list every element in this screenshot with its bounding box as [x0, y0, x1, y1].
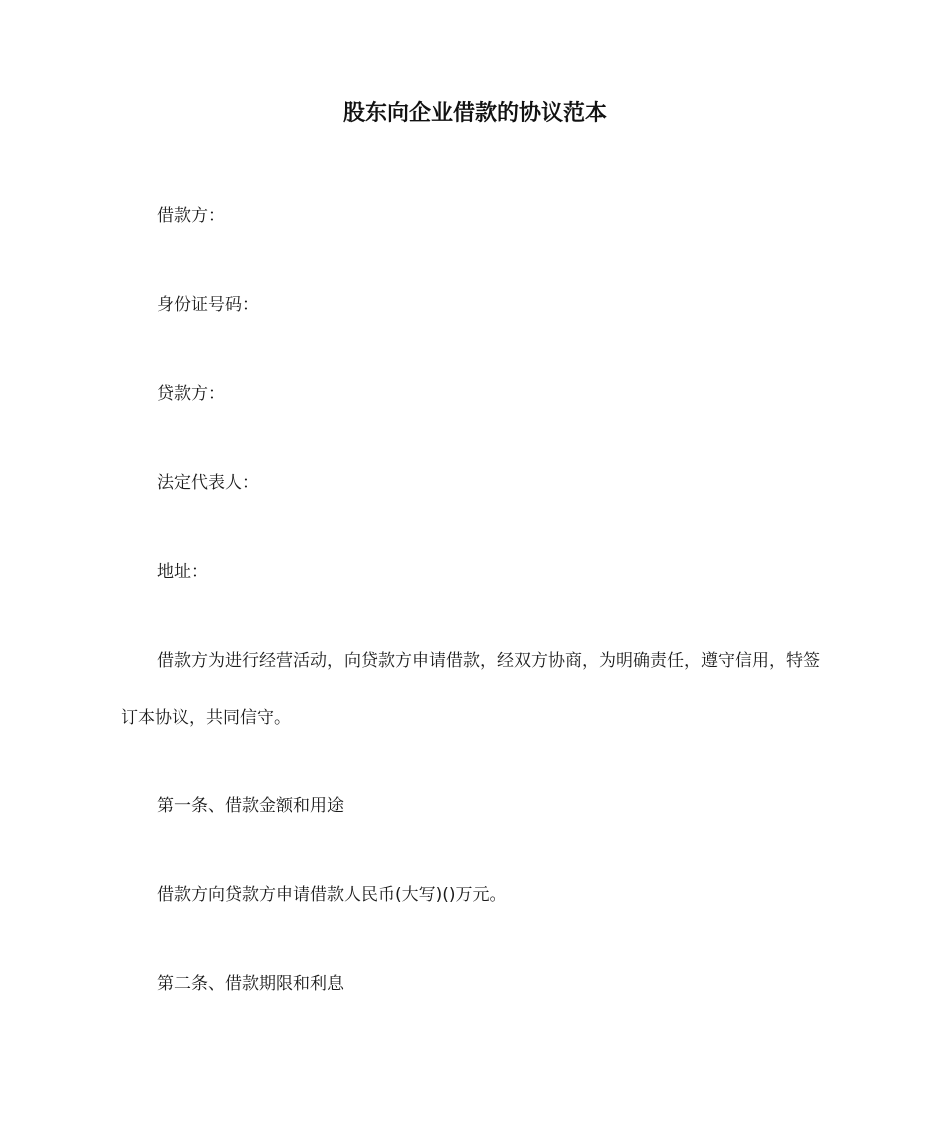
- article-1-body: 借款方向贷款方申请借款人民币(大写)()万元。: [157, 885, 507, 905]
- id-number-field: 身份证号码：: [157, 295, 259, 315]
- lender-field: 贷款方：: [157, 384, 225, 404]
- address-field: 地址：: [157, 562, 208, 582]
- legal-representative-field: 法定代表人：: [157, 473, 259, 493]
- preamble-paragraph: 借款方为进行经营活动，向贷款方申请借款，经双方协商，为明确责任，遵守信用，特签订本协议，共同信守。: [121, 651, 820, 728]
- article-1-heading: 第一条、借款金额和用途: [157, 796, 344, 816]
- document-title: 股东向企业借款的协议范本: [342, 101, 607, 126]
- article-2-heading: 第二条、借款期限和利息: [157, 974, 344, 994]
- borrower-field: 借款方：: [157, 206, 225, 226]
